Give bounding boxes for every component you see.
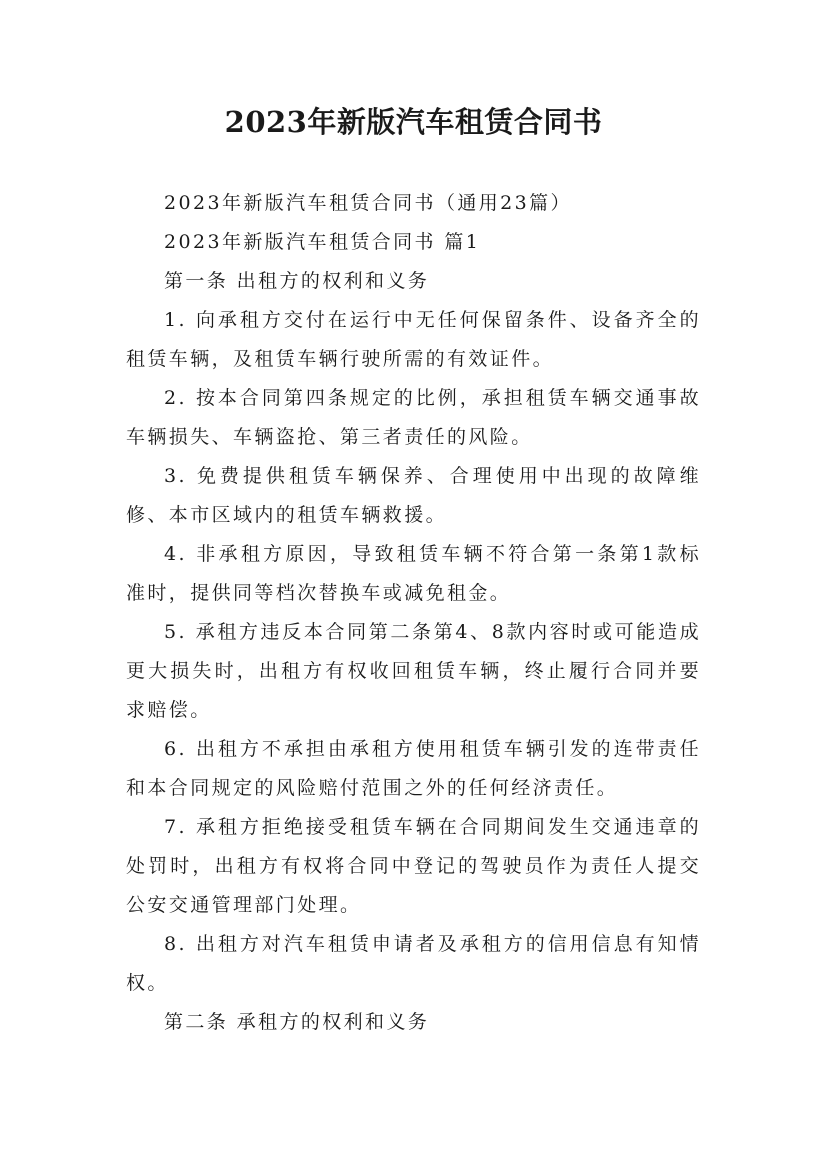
paragraph-contract-subtitle: 2023年新版汽车租赁合同书（通用23篇）: [164, 192, 572, 214]
paragraph-clause-1: 1. 向承租方交付在运行中无任何保留条件、设备齐全的租赁车辆，及租赁车辆行驶所需的有效证件。: [126, 309, 701, 370]
paragraph-article-one-heading: 第一条 出租方的权利和义务: [164, 270, 430, 292]
paragraph-clause-8: 8. 出租方对汽车租赁申请者及承租方的信用信息有知情权。: [126, 933, 701, 994]
paragraph-clause-3: 3. 免费提供租赁车辆保养、合理使用中出现的故障维修、本市区域内的租赁车辆救援。: [126, 465, 701, 526]
paragraph-clause-7: 7. 承租方拒绝接受租赁车辆在合同期间发生交通违章的处罚时，出租方有权将合同中登记的驾驶员作为责任人提交公安交通管理部门处理。: [126, 816, 701, 916]
paragraph-clause-2: 2. 按本合同第四条规定的比例，承担租赁车辆交通事故车辆损失、车辆盗抢、第三者责任的风险。: [126, 387, 701, 448]
paragraph-section-heading: 2023年新版汽车租赁合同书 篇1: [164, 231, 481, 253]
paragraph-clause-4: 4. 非承租方原因，导致租赁车辆不符合第一条第1款标准时，提供同等档次替换车或减免租金。: [126, 543, 701, 604]
document-title: 2023年新版汽车租赁合同书: [224, 105, 603, 139]
paragraph-clause-5: 5. 承租方违反本合同第二条第4、8款内容时或可能造成更大损失时，出租方有权收回租赁车辆，终止履行合同并要求赔偿。: [126, 621, 701, 721]
paragraph-clause-6: 6. 出租方不承担由承租方使用租赁车辆引发的连带责任和本合同规定的风险赔付范围之外的任何经济责任。: [126, 738, 701, 799]
paragraph-article-two-heading: 第二条 承租方的权利和义务: [164, 1011, 430, 1033]
document-body: [126, 184, 701, 1042]
